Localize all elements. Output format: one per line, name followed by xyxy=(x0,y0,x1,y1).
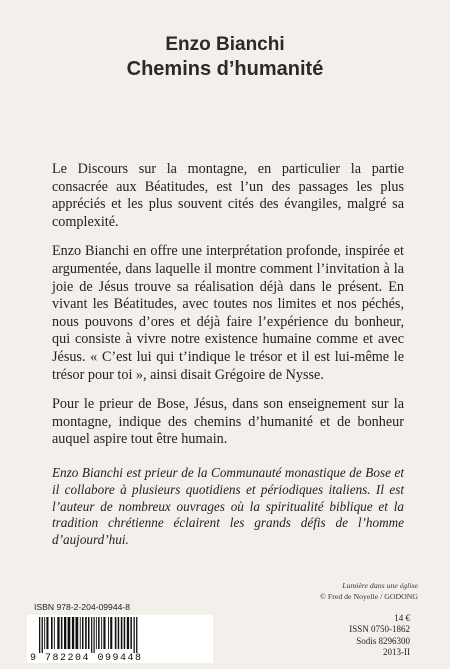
photo-caption: Lumière dans une église xyxy=(342,581,418,590)
barcode-bar xyxy=(76,617,79,649)
barcode-bar xyxy=(121,617,123,649)
barcode-bar xyxy=(91,617,92,653)
barcode-bar xyxy=(85,617,87,649)
barcode-bar xyxy=(96,617,97,649)
barcode-bar xyxy=(42,617,43,653)
barcode-bar xyxy=(46,617,48,649)
barcode-digits: 9 782204 099448 xyxy=(30,653,143,664)
barcode-bar xyxy=(118,617,120,649)
photo-credit xyxy=(320,581,418,602)
blurb xyxy=(52,161,404,561)
issn: ISSN 0750-1862 xyxy=(349,624,410,635)
barcode-bar xyxy=(64,617,66,649)
barcode-bar xyxy=(115,617,117,649)
barcode-bar xyxy=(57,617,59,649)
barcode-bar xyxy=(82,617,84,649)
barcode-bar xyxy=(61,617,63,649)
barcode-bar xyxy=(44,617,45,649)
barcode-bar xyxy=(124,617,126,649)
barcode-bar xyxy=(94,617,95,653)
barcode xyxy=(27,615,213,663)
sodis-code: Sodis 8296300 xyxy=(356,635,410,646)
barcode-bar xyxy=(98,617,100,649)
barcode-bar xyxy=(72,617,74,649)
barcode-bar xyxy=(103,617,105,649)
barcode-bar xyxy=(108,617,109,649)
barcode-bar xyxy=(136,617,137,653)
barcode-bar xyxy=(88,617,90,649)
barcode-bar xyxy=(130,617,132,649)
barcode-bar xyxy=(127,617,129,649)
author-name: Enzo Bianchi xyxy=(165,34,285,55)
barcode-bar xyxy=(51,617,53,649)
blurb-paragraph-1: Le Discours sur la montagne, en particulier la partie consacrée aux Béatitudes, est l’un des passages les plus appréciés et les plus souvent cités des évangiles, malgré sa complexité. xyxy=(52,161,404,230)
barcode-bar xyxy=(101,617,102,649)
isbn-label: ISBN 978-2-204-09944-8 xyxy=(34,602,131,612)
barcode-bar xyxy=(54,617,55,649)
price: 14 € xyxy=(394,613,410,623)
author-bio: Enzo Bianchi est prieur de la Communauté monastique de Bose et il collabore à plusieurs quotidiens et périodiques italiens. Il est l’auteur de nombreux ouvrages où la spiritualité biblique et la tradition chrétienne éclairent les grands défis de l’homme d’aujourd’hui. xyxy=(52,464,404,548)
blurb-paragraph-3: Pour le prieur de Bose, Jésus, dans son enseignement sur la montagne, indique des chemins d’humanité et de bonheur auquel aspire tout être humain. xyxy=(52,396,404,448)
price-block xyxy=(349,613,410,658)
blurb-paragraph-2: Enzo Bianchi en offre une interprétation profonde, inspirée et argumentée, dans laquelle il montre comment l’invitation à la joie de Jésus trouve sa réalisation déjà dans le présent. En vivant les Béatitudes, avec toutes nos limites et nos péchés, nous pouvons d’ores et déjà faire l’expérience du bonheur, qui consiste à vivre notre existence humaine comme et avec Jésus. « C’est lui qui t’indique le trésor et il est lui-même le trésor pour toi », ainsi disait Grégoire de Nysse. xyxy=(52,243,404,383)
book-title: Chemins d’humanité xyxy=(126,58,324,80)
photographer-credit: © Fred de Noyelle / GODONG xyxy=(320,591,418,601)
barcode-bar xyxy=(80,617,81,649)
barcode-bar xyxy=(134,617,135,653)
barcode-bar xyxy=(110,617,112,649)
barcode-bar xyxy=(39,617,40,653)
edition-code: 2013-II xyxy=(383,646,410,657)
barcode-bars xyxy=(39,617,207,653)
barcode-bar xyxy=(68,617,71,649)
